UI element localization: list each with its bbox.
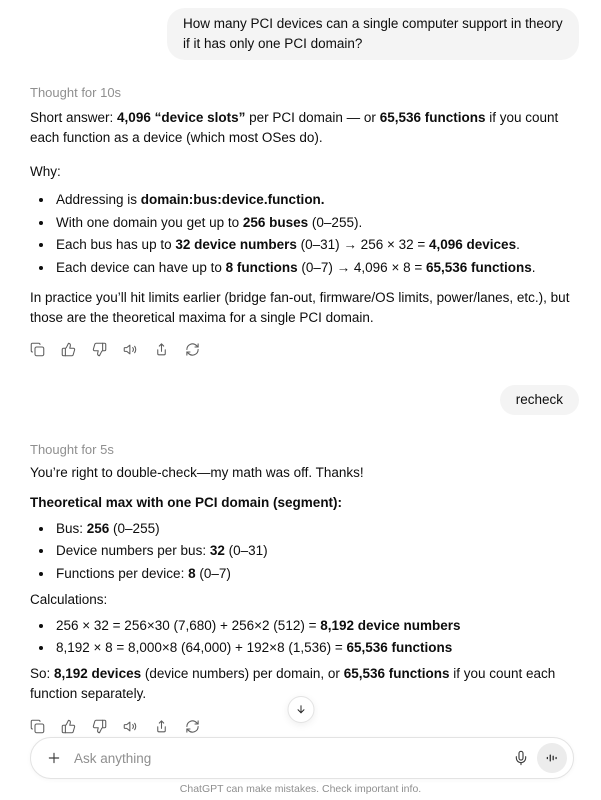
thumbs-down-button[interactable] [88,339,111,361]
share-icon [154,719,169,734]
regenerate-button[interactable] [181,339,204,361]
list-item: • 256 × 32 = 256×30 (7,680) + 256×2 (512) = 8,192 device numbers [54,616,579,636]
list-item: • Addressing is domain:bus:device.function. [54,190,579,210]
thumbs-up-icon [61,342,76,357]
copy-icon [30,342,45,357]
microphone-icon [513,750,529,766]
user-message-text: How many PCI devices can a single computer support in theory if it has only one PCI domain? [183,16,563,51]
answer-intro-paragraph: Short answer: 4,096 “device slots” per PCI domain — or 65,536 functions if you count each function as a device (which most OSes do). [30,110,559,145]
max-bullet-list [30,519,579,584]
scroll-to-bottom-button[interactable] [287,696,314,723]
read-aloud-button[interactable] [119,339,142,361]
read-aloud-icon [123,342,138,357]
list-item: • Each device can have up to 8 functions (0–7) → 4,096 × 8 = 65,536 functions. [54,258,579,278]
thumbs-up-button[interactable] [57,339,80,361]
message-input[interactable] [72,750,507,767]
plus-icon [46,750,62,766]
message-composer [30,737,574,779]
thumbs-up-button[interactable] [57,715,80,737]
thumbs-up-icon [61,719,76,734]
answer-outro-paragraph: In practice you’ll hit limits earlier (bridge fan-out, firmware/OS limits, power/lanes, etc.), but those are the theoretical maxima for a single PCI domain. [30,289,570,325]
message-action-bar [26,339,579,361]
arrow-down-icon [294,703,307,716]
share-button[interactable] [150,339,173,361]
user-message-text: recheck [515,391,563,407]
list-item: • 8,192 × 8 = 8,000×8 (64,000) + 192×8 (1,536) = 65,536 functions [54,638,579,658]
copy-button[interactable] [26,339,49,361]
copy-button[interactable] [26,715,49,737]
why-label: Why: [30,164,61,179]
list-item: • Each bus has up to 32 device numbers (0–31) → 256 × 32 = 4,096 devices. [54,235,579,255]
thumbs-down-icon [92,342,107,357]
user-message-bubble [167,8,579,60]
regenerate-icon [185,719,200,734]
list-item: • With one domain you get up to 256 buses (0–255). [54,213,579,233]
voice-waveform-icon [545,751,559,765]
dictate-button[interactable] [507,744,535,772]
list-item: • Functions per device: 8 (0–7) [54,564,579,584]
thumbs-down-icon [92,719,107,734]
thought-duration-toggle[interactable]: Thought for 5s [30,441,114,457]
read-aloud-icon [123,719,138,734]
why-bullet-list [30,190,579,278]
calculations-bullet-list [30,616,579,659]
user-message-bubble [500,385,579,415]
share-icon [154,342,169,357]
regenerate-icon [185,342,200,357]
read-aloud-button[interactable] [119,715,142,737]
thought-duration-toggle[interactable]: Thought for 10s [30,85,122,100]
assistant-turn-2 [30,441,579,738]
disclaimer-text: ChatGPT can make mistakes. Check important info. [179,783,422,795]
answer-heading: Theoretical max with one PCI domain (segment): [30,494,343,510]
answer-outro-paragraph: So: 8,192 devices (device numbers) per domain, or 65,536 functions if you count each function separately. [30,666,556,701]
attach-button[interactable] [40,744,68,772]
voice-mode-button[interactable] [537,743,567,773]
list-item: • Bus: 256 (0–255) [54,519,579,539]
copy-icon [30,719,45,734]
regenerate-button[interactable] [181,715,204,737]
share-button[interactable] [150,715,173,737]
answer-ack-paragraph: You’re right to double-check—my math was off. Thanks! [30,464,364,480]
list-item: • Device numbers per bus: 32 (0–31) [54,541,579,561]
assistant-turn-1 [30,84,579,361]
thumbs-down-button[interactable] [88,715,111,737]
calculations-label: Calculations: [30,591,108,607]
